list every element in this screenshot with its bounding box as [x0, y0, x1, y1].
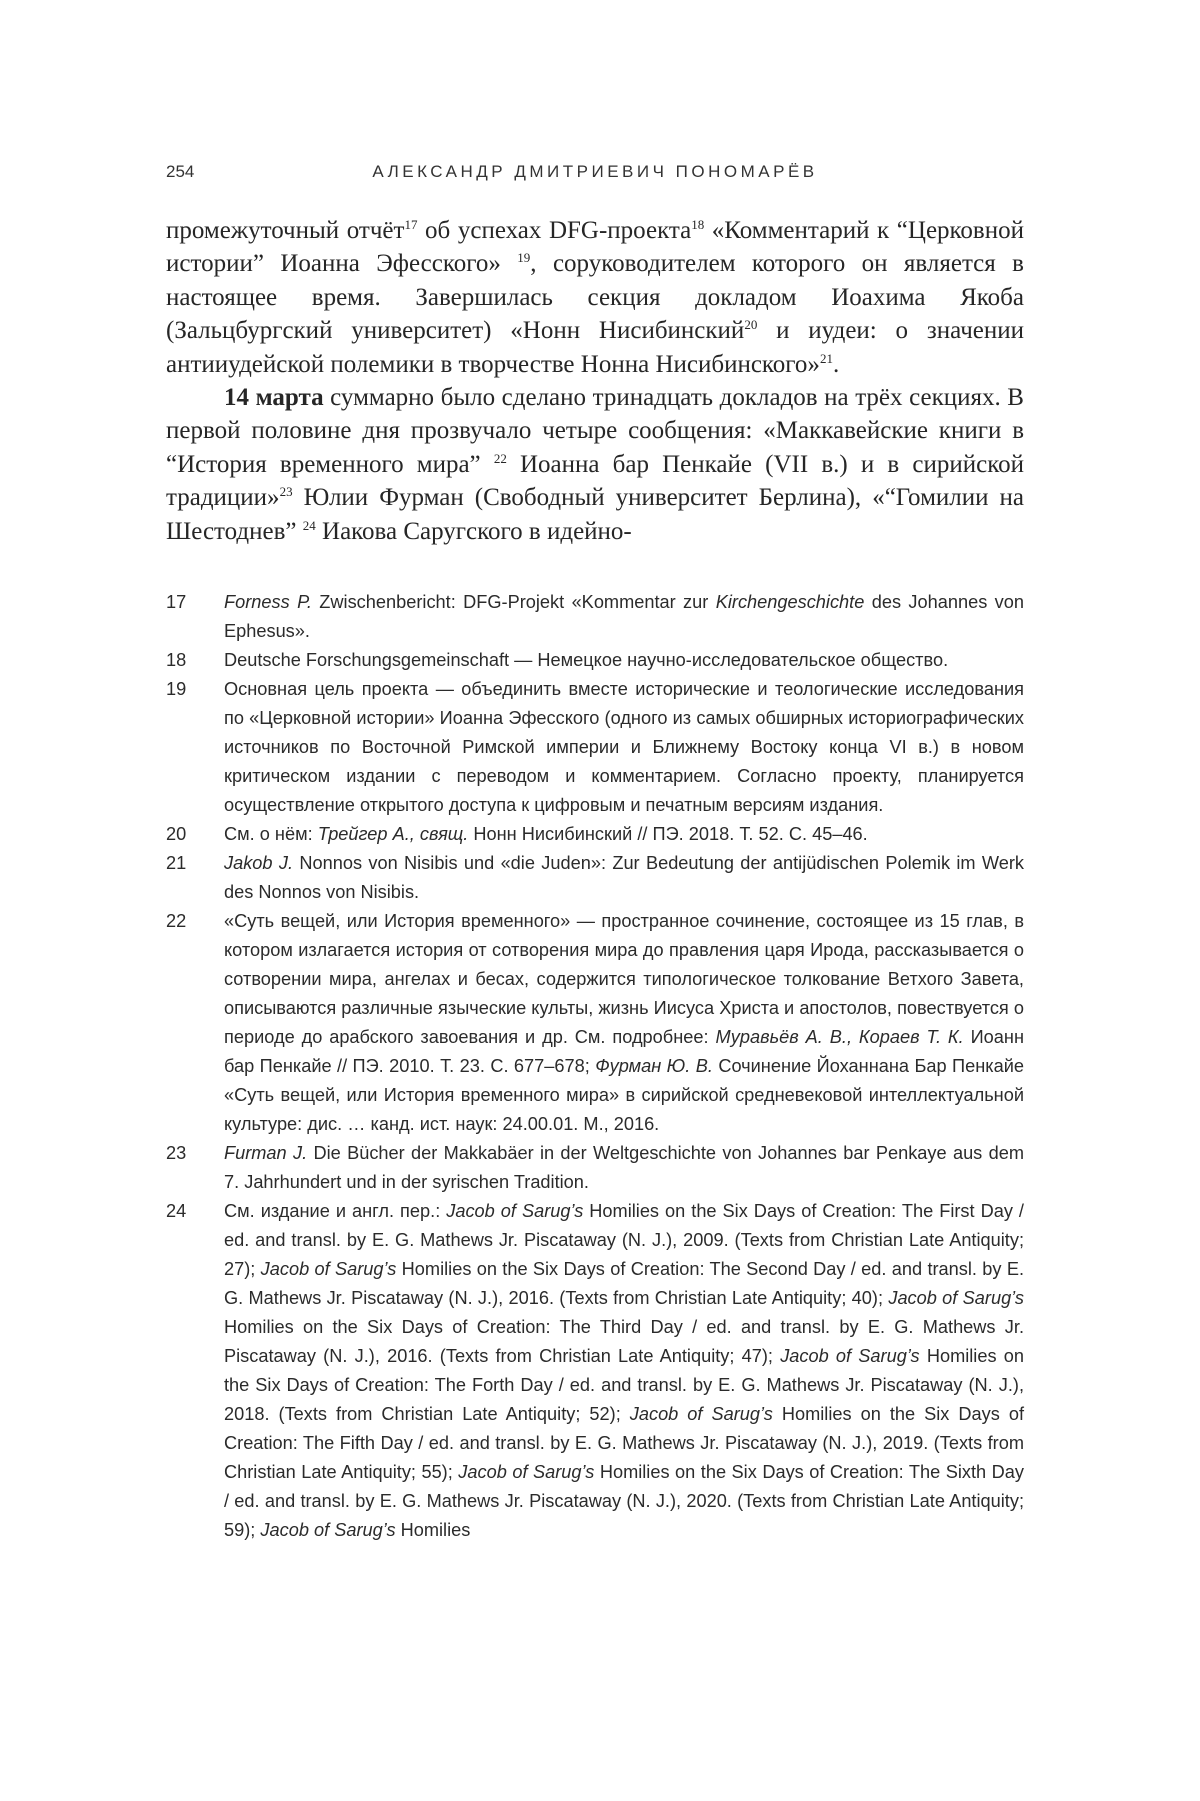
footnote-text: Jakob J. Nonnos von Nisibis und «die Juden»: Zur Bedeutung der antijüdischen Polemik im Werk des Nonnos von Nisibis.	[224, 853, 1025, 902]
footnote-ref[interactable]: 19	[517, 250, 531, 266]
footnote-number: 18	[166, 650, 187, 670]
footnote-ref[interactable]: 21	[819, 350, 833, 366]
footnote-number: 23	[166, 1143, 187, 1163]
footnote-number: 24	[166, 1201, 187, 1221]
footnote-text: См. издание и англ. пер.: Jacob of Sarug’s Homilies on the Six Days of Creation: The First Day / ed. and transl. by E. G. Mathews Jr. Piscataway (N. J.), 2009. (Texts from Christian Late Antiquity; 27); Jacob of Sarug’s Homilies on the Six Days of Creation: The Second Day / ed. and transl. by E. G. Mathews Jr. Piscataway (N. J.), 2016. (Texts from Christian Late Antiquity; 40); Jacob of Sarug’s Homilies on the Six Days of Creation: The Third Day / ed. and transl. by E. G. Mathews Jr. Piscataway (N. J.), 2016. (Texts from Christian Late Antiquity; 47); Jacob of Sarug’s Homilies on the Six Days of Creation: The Forth Day / ed. and transl. by E. G. Mathews Jr. Piscataway (N. J.), 2018. (Texts from Christian Late Antiquity; 52); Jacob of Sarug’s Homilies on the Six Days of Creation: The Fifth Day / ed. and transl. by E. G. Mathews Jr. Piscataway (N. J.), 2019. (Texts from Christian Late Antiquity; 55); Jacob of Sarug’s Homilies on the Six Days of Creation: The Sixth Day / ed. and transl. by E. G. Mathews Jr. Piscataway (N. J.), 2020. (Texts from Christian Late Antiquity; 59); Jacob of Sarug’s Homilies	[224, 1201, 1024, 1540]
footnote-ref[interactable]: 24	[302, 517, 316, 533]
footnote	[166, 1197, 1024, 1545]
footnote-text: Основная цель проекта — объединить вместе исторические и теологические исследования по «Церковной истории» Иоанна Эфесского (одного из самых обширных историографических источников по Восточной Римской империи и Ближнему Востоку конца VI в.) в новом критическом издании с переводом и комментарием. Согласно проекту, планируется осуществление открытого доступа к цифровым и печатным версиям издания.	[224, 679, 1024, 815]
page-number: 254	[166, 162, 195, 181]
footnote	[166, 820, 1024, 849]
main-text	[166, 214, 1024, 548]
footnote	[166, 1139, 1024, 1197]
footnote-number: 20	[166, 824, 187, 844]
running-head: АЛЕКСАНДР ДМИТРИЕВИЧ ПОНОМАРЁВ	[372, 162, 818, 181]
footnote-ref[interactable]: 20	[744, 317, 758, 333]
footnote-ref[interactable]: 23	[279, 484, 293, 500]
footnote-text: Forness P. Zwischenbericht: DFG-Projekt «Kommentar zur Kirchengeschichte des Johannes von Ephesus».	[224, 592, 1025, 641]
footnote-text: См. о нём: Трейгер А., свящ. Нонн Нисибинский // ПЭ. 2018. Т. 52. С. 45–46.	[224, 824, 868, 844]
paragraph: 14 марта суммарно было сделано тринадцать докладов на трёх секциях. В первой половине дня прозвучало четыре сообщения: «Маккавейские книги в “История временного мира” $^{22}$ Иоанна бар Пенкайе (VII в.) и в сирийской традиции»$^{23}$ Юлии Фурман (Свободный университет Берлина), «“Гомилии на Шестоднев” $^{24}$ Иакова Саругского в идейно-	[166, 384, 1024, 545]
page-header	[166, 162, 1024, 192]
footnote-ref[interactable]: 18	[691, 217, 705, 232]
footnote	[166, 646, 1024, 675]
footnote-number: 19	[166, 679, 187, 699]
paragraph: промежуточный отчёт$^{17}$ об успехах DFG-проекта$^{18}$ «Комментарий к “Церковной истории” Иоанна Эфесского» $^{19}$, соруководителем которого он является в настоящее время. Завершилась секция докладом Иоахима Якоба (Зальцбургский университет) «Нонн Нисибинский$^{20}$ и иудеи: о значении антииудейской полемики в творчестве Нонна Нисибинского»$^{21}$.	[166, 217, 1024, 378]
date-label: 14 марта	[224, 384, 324, 412]
footnote	[166, 849, 1024, 907]
footnote	[166, 907, 1024, 1139]
footnotes	[166, 588, 1024, 1545]
footnote	[166, 588, 1024, 646]
footnote-text: Furman J. Die Bücher der Makkabäer in der Weltgeschichte von Johannes bar Penkaye aus dem 7. Jahrhundert und in der syrischen Tradition.	[224, 1143, 1024, 1192]
footnote-number: 22	[166, 911, 187, 931]
footnote-ref[interactable]: 22	[493, 450, 507, 466]
footnote	[166, 675, 1024, 820]
footnote-text: Deutsche Forschungsgemeinschaft — Немецкое научно-исследовательское общество.	[224, 650, 949, 670]
footnote-ref[interactable]: 17	[404, 217, 418, 232]
footnote-number: 17	[166, 592, 187, 612]
footnote-text: «Суть вещей, или История временного» — пространное сочинение, состоящее из 15 глав, в котором излагается история от сотворения мира до правления царя Ирода, рассказывается о сотворении мира, ангелах и бесах, содержится типологическое толкование Ветхого Завета, описываются различные языческие культы, жизнь Иисуса Христа и апостолов, повествуется о периоде до арабского завоевания и др. См. подробнее: Муравьёв А. В., Кораев Т. К. Иоанн бар Пенкайе // ПЭ. 2010. Т. 23. С. 677–678; Фурман Ю. В. Сочинение Йоханнана Бар Пенкайе «Суть вещей, или История временного мира» в сирийской средневековой интеллектуальной культуре: дис. … канд. ист. наук: 24.00.01. М., 2016.	[224, 911, 1024, 1134]
footnote-number: 21	[166, 853, 187, 873]
